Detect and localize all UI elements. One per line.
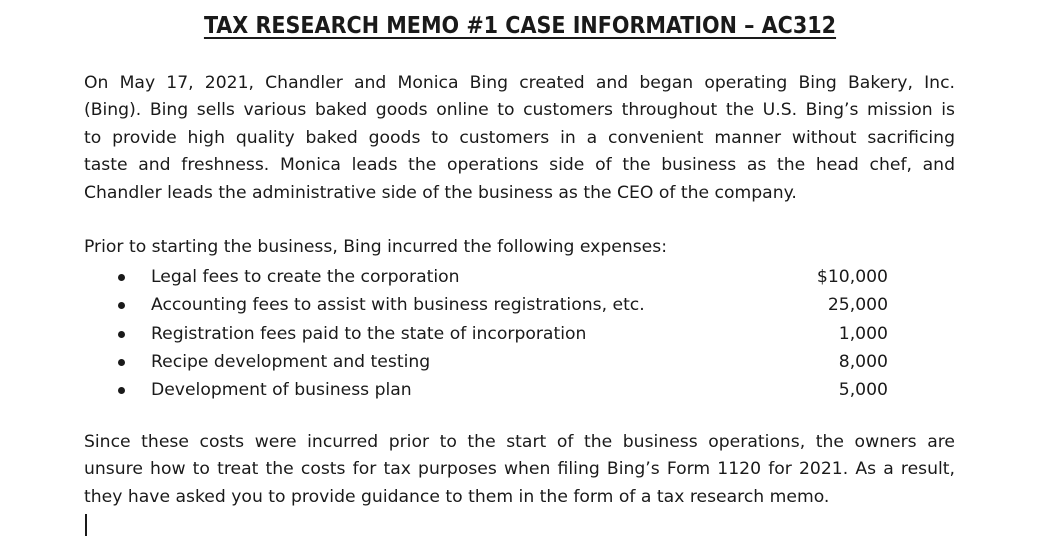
expense-label: Registration fees paid to the state of incorporation (151, 323, 587, 344)
paragraph-line: Since these costs were incurred prior to the start of the business operations, the owners are (84, 432, 955, 452)
bullet-icon (118, 359, 125, 366)
expense-label: Legal fees to create the corporation (151, 267, 460, 287)
paragraph-line: Chandler leads the administrative side of the business as the CEO of the company. (84, 182, 797, 203)
expense-item (110, 376, 890, 404)
paragraph-line: they have asked you to provide guidance to them in the form of a tax research memo. (84, 486, 830, 507)
request-paragraph (84, 429, 955, 511)
bullet-icon (118, 331, 125, 338)
bullet-icon (118, 302, 125, 309)
expense-item (110, 263, 890, 291)
paragraph-line: unsure how to treat the costs for tax purposes when filing Bing’s Form 1120 for 2021. As a result, (84, 459, 955, 480)
expense-list (110, 263, 890, 404)
memo-title: TAX RESEARCH MEMO #1 CASE INFORMATION – AC312 (203, 13, 837, 39)
bullet-icon (118, 274, 125, 281)
paragraph-line: On May 17, 2021, Chandler and Monica Bing created and began operating Bing Bakery, Inc. (84, 73, 955, 93)
paragraph-line: to provide high quality baked goods to customers in a convenient manner without sacrificing (84, 127, 955, 148)
paragraph-line: (Bing). Bing sells various baked goods online to customers throughout the U.S. Bing’s mission is (84, 100, 955, 121)
text-cursor (85, 514, 87, 536)
expense-label: Recipe development and testing (151, 351, 431, 372)
expenses-intro: Prior to starting the business, Bing incurred the following expenses: (84, 237, 667, 257)
case-background-paragraph (84, 70, 955, 207)
expense-amount: 1,000 (838, 323, 888, 344)
expense-label: Accounting fees to assist with business registrations, etc. (151, 295, 645, 316)
bullet-icon (118, 387, 125, 394)
expense-item (110, 320, 890, 348)
expense-item (110, 348, 890, 376)
expense-item (110, 291, 890, 319)
expense-amount: $10,000 (816, 267, 888, 287)
paragraph-line: taste and freshness. Monica leads the operations side of the business as the head chef, and (84, 155, 955, 176)
expense-amount: 8,000 (838, 351, 888, 372)
expense-label: Development of business plan (151, 380, 412, 401)
expense-amount: 25,000 (827, 295, 888, 316)
expense-amount: 5,000 (838, 380, 888, 401)
